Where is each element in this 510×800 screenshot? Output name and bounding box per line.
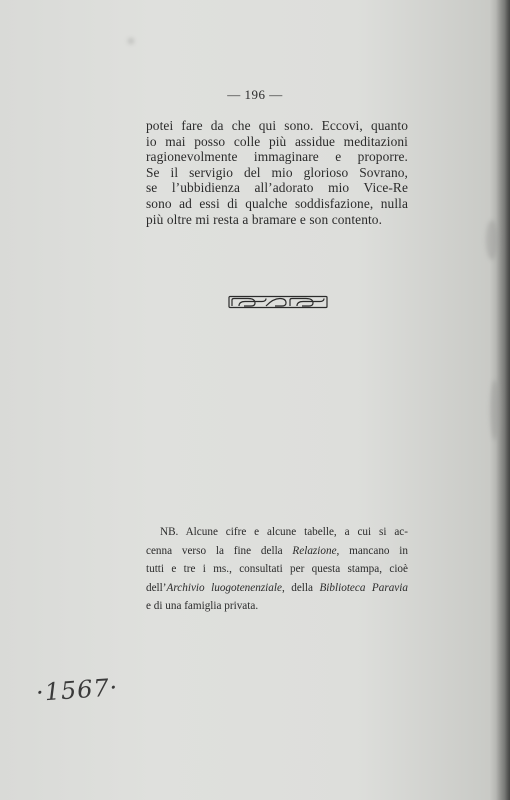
footnote-line: cenna verso la fine della Relazione, mancano in: [146, 544, 408, 557]
body-line: potei fare da che qui sono. Eccovi, quanto: [146, 118, 408, 133]
text-fragment: dell’: [146, 581, 167, 594]
paper-stain: [486, 220, 498, 260]
handwritten-number: ·1567·: [35, 673, 120, 707]
body-line: più oltre mi resta a bramare e son contento.: [146, 211, 383, 227]
footnote-line: NB. Alcune cifre e alcune tabelle, a cui si ac-: [160, 526, 408, 538]
footnote-line: e di una famiglia privata.: [146, 600, 259, 613]
paper-stain: [490, 380, 500, 440]
page-number: — 196 —: [227, 87, 283, 102]
body-paragraph: [146, 118, 408, 227]
footnote-line: [146, 579, 408, 598]
body-line: sono ad essi di qualche soddisfazione, nulla: [146, 195, 408, 211]
italic-archive-name: Archivio luogotenenziale: [166, 581, 282, 594]
paper-spot: [128, 38, 134, 44]
body-line: Se il servigio del mio glorioso Sovrano,: [146, 164, 408, 180]
italic-title: Relazione,: [292, 544, 340, 557]
body-line: ragionevolmente immaginare e proporre.: [146, 149, 408, 165]
ornament-divider-icon: [228, 295, 328, 309]
italic-library-name: Biblioteca Paravia: [319, 581, 408, 594]
body-line: io mai posso colle più assidue meditazioni: [146, 133, 408, 149]
text-fragment: , della: [281, 581, 320, 594]
footnote: [146, 523, 408, 616]
footnote-line: tutti e tre i ms., consultati per questa stampa, cioè: [146, 563, 408, 576]
body-line: se l’ubbidienza all’adorato mio Vice-Re: [146, 180, 408, 196]
